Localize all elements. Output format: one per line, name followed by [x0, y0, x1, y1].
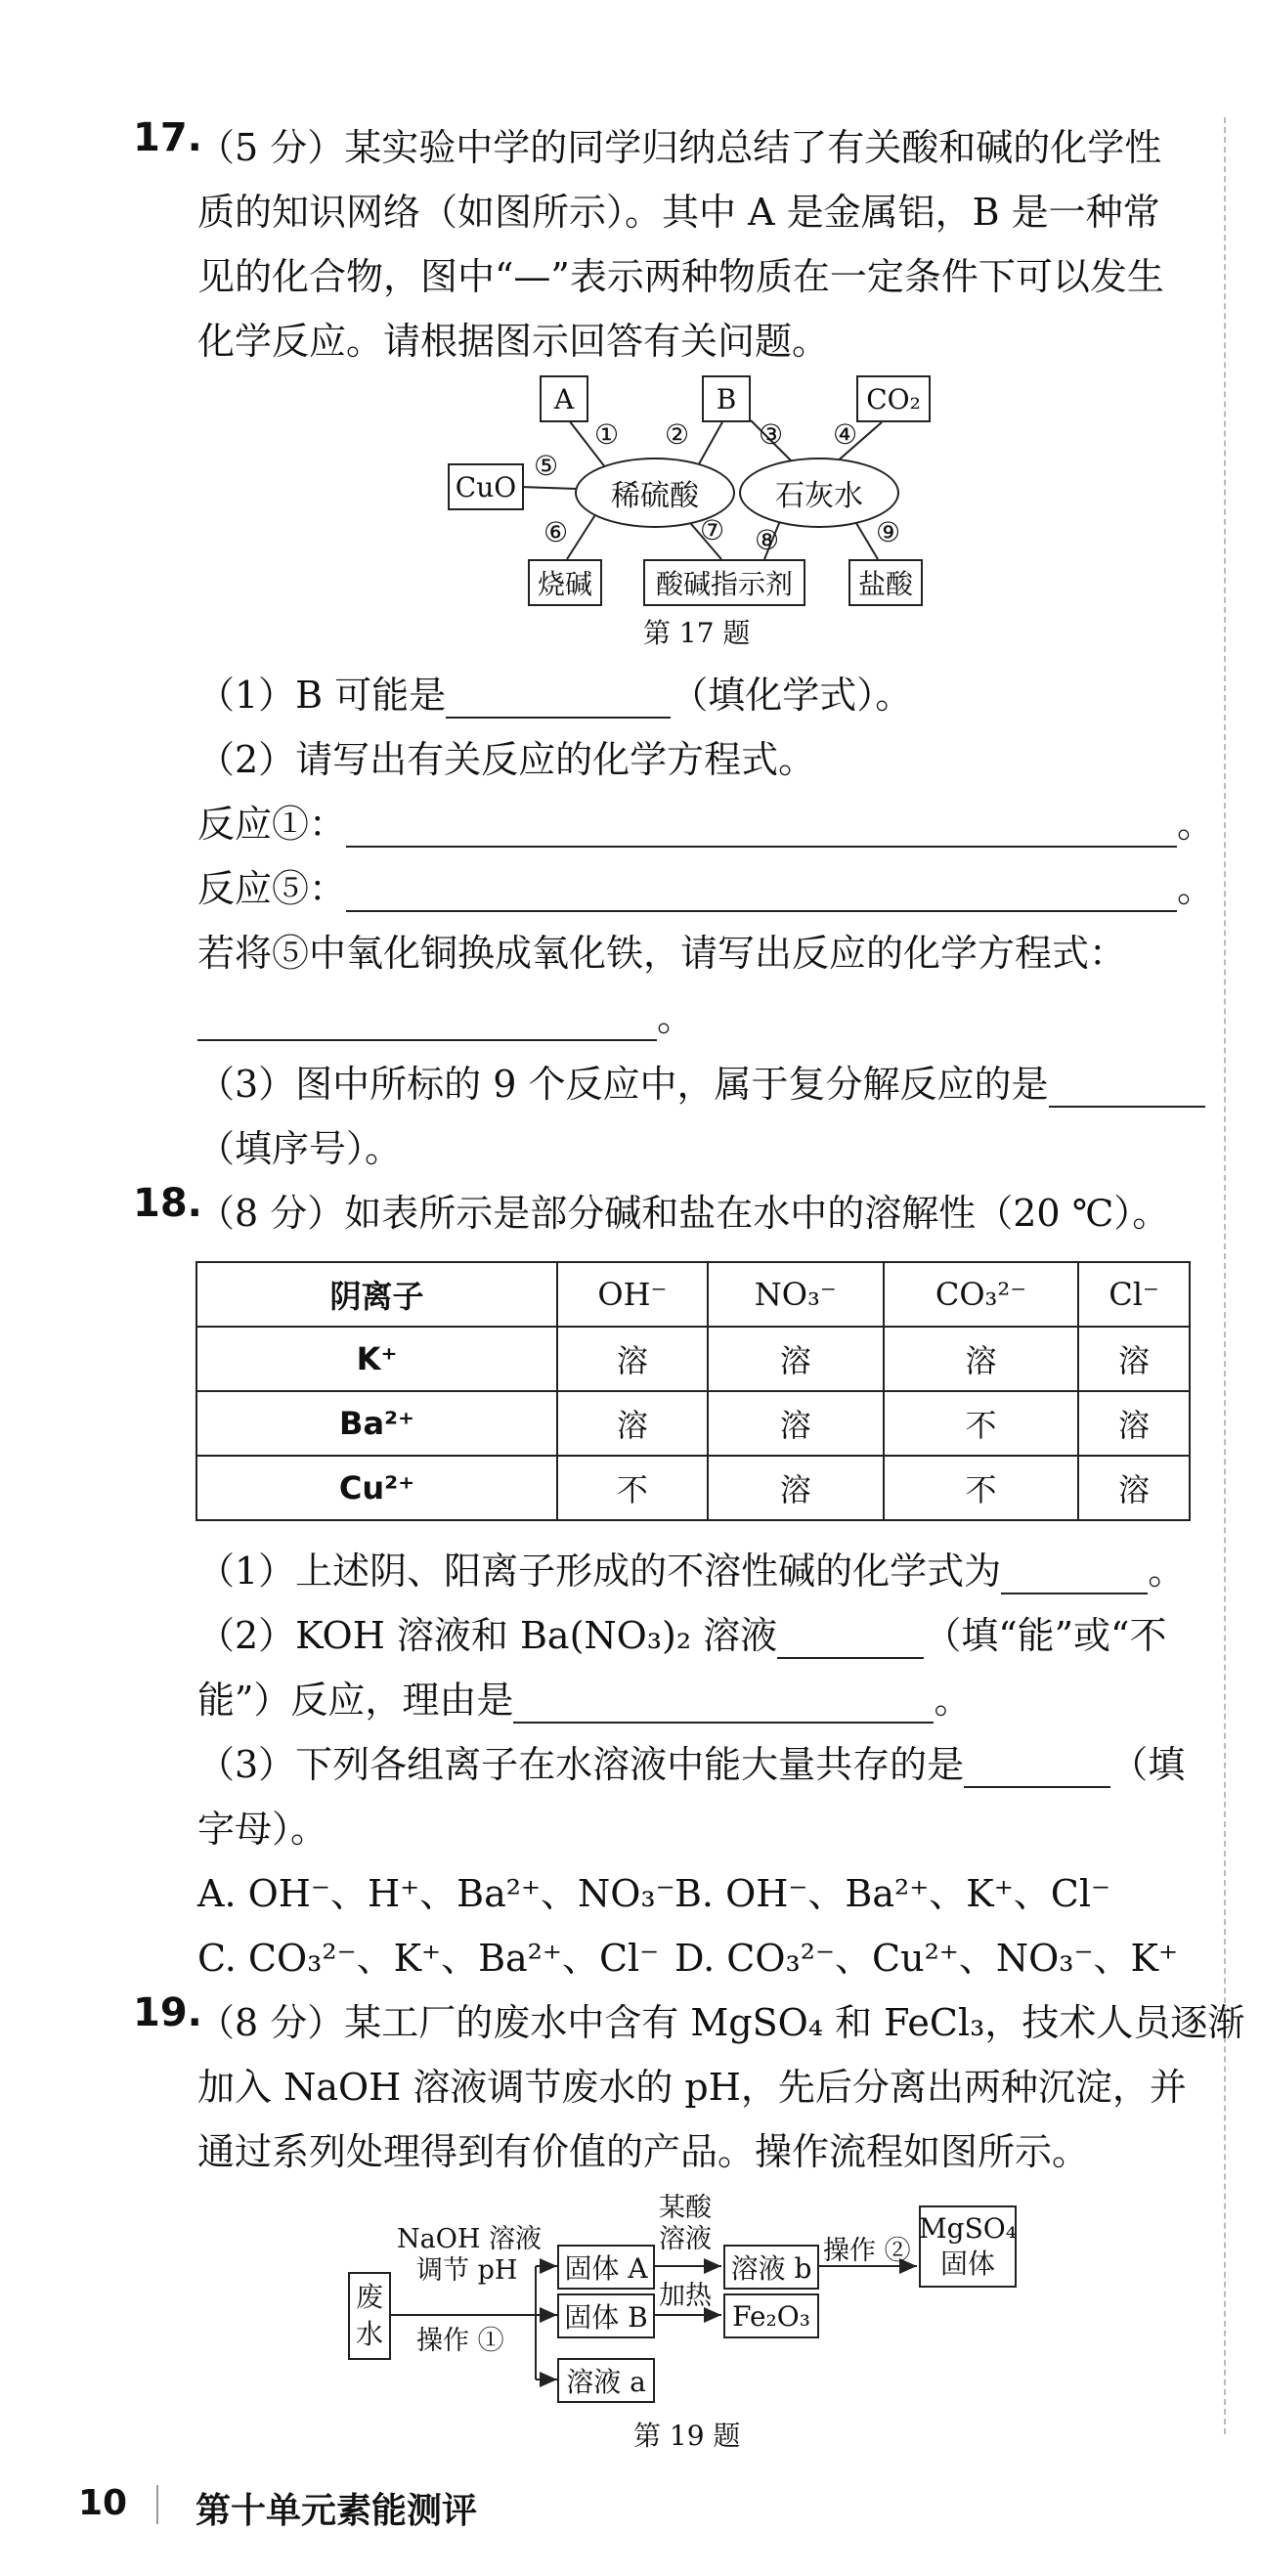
- footer-separator: [156, 2485, 158, 2524]
- q19-line-1: （8 分）某工厂的废水中含有 MgSO₄ 和 FeCl₃，技术人员逐渐: [197, 2001, 1245, 2044]
- q17-box-indicator: 酸碱指示剂: [643, 559, 805, 606]
- q17-reaction5-period: 。: [1177, 867, 1215, 910]
- q19-line-2: 加入 NaOH 溶液调节废水的 pH，先后分离出两种沉淀，并: [197, 2066, 1187, 2109]
- q17-num-2: ②: [665, 418, 690, 451]
- q19-mgso4-1: MgSO₄: [919, 2212, 1017, 2245]
- q19-box-fe2o3: Fe₂O₃: [723, 2293, 819, 2338]
- q19-label-op1: 操作 ①: [416, 2326, 504, 2356]
- q18-part2c-text: 能”）反应，理由是: [197, 1679, 514, 1722]
- q17-line-4: 化学反应。请根据图示回答有关问题。: [197, 320, 830, 363]
- q19-label-ph: 调节 pH: [416, 2255, 518, 2286]
- table-header-cell: Cl⁻: [1078, 1262, 1190, 1327]
- q18-part2-text: （2）KOH 溶液和 Ba(NO₃)₂ 溶液: [197, 1614, 778, 1657]
- q19-wastewater-1: 废: [355, 2281, 383, 2313]
- table-header-cell: CO₃²⁻: [884, 1262, 1078, 1327]
- q17-num-1: ①: [594, 418, 620, 451]
- q17-box-cuo: CuO: [448, 463, 524, 510]
- table-header-cell: NO₃⁻: [708, 1262, 884, 1327]
- q17-box-naoh: 烧碱: [528, 559, 602, 606]
- q19-box-solution-a: 溶液 a: [557, 2358, 655, 2403]
- q19-box-solid-b: 固体 B: [557, 2293, 655, 2338]
- table-header-cell: 阴离子: [196, 1262, 557, 1327]
- q19-box-mgso4: [919, 2205, 1017, 2288]
- q19-label-naoh: NaOH 溶液: [397, 2224, 542, 2254]
- table-cell: 溶: [1078, 1391, 1190, 1456]
- q19-mgso4-2: 固体: [939, 2248, 995, 2280]
- table-cell: 溶: [708, 1327, 884, 1391]
- q18-part3c: 字母）。: [197, 1808, 328, 1851]
- table-cell: Cu²⁺: [196, 1456, 557, 1520]
- q19-label-acid-1: 某酸: [659, 2193, 712, 2223]
- q17-part1-after: （填化学式）。: [671, 674, 913, 717]
- q17-part2b: 若将⑤中氧化铜换成氧化铁，请写出反应的化学方程式：: [197, 932, 1127, 975]
- q17-caption: 第 17 题: [643, 617, 751, 649]
- q17-number: 17.: [133, 115, 202, 160]
- q17-num-6: ⑥: [544, 516, 569, 548]
- q18-line: （8 分）如表所示是部分碱和盐在水中的溶解性（20 ℃）。: [197, 1192, 1170, 1235]
- page-number: 10: [78, 2483, 128, 2523]
- q18-number: 18.: [133, 1181, 202, 1226]
- q17-box-co2: CO₂: [856, 375, 931, 422]
- q19-number: 19.: [133, 1990, 202, 2035]
- q18-part2c-period: 。: [934, 1679, 972, 1722]
- q19-box-wastewater: [348, 2272, 391, 2360]
- table-header-cell: OH⁻: [557, 1262, 708, 1327]
- table-cell: 溶: [708, 1391, 884, 1456]
- q17-reaction5-label: 反应⑤：: [197, 867, 347, 910]
- q18-option-a: A. OH⁻、H⁺、Ba²⁺、NO₃⁻: [197, 1872, 675, 1915]
- table-cell: 溶: [557, 1327, 708, 1391]
- q17-num-8: ⑧: [755, 524, 780, 556]
- q17-box-b: B: [702, 375, 751, 422]
- q17-box-a: A: [540, 375, 588, 422]
- q17-box-hcl: 盐酸: [848, 559, 923, 606]
- q17-reaction1-period: 。: [1177, 803, 1215, 846]
- q17-num-5: ⑤: [534, 450, 559, 482]
- q18-option-b: B. OH⁻、Ba²⁺、K⁺、Cl⁻: [674, 1872, 1111, 1915]
- q18-option-c: C. CO₃²⁻、K⁺、Ba²⁺、Cl⁻: [197, 1937, 660, 1980]
- q19-label-acid-2: 溶液: [659, 2224, 712, 2254]
- q17-node-sulfuric-acid: 稀硫酸: [575, 458, 735, 528]
- table-cell: 溶: [557, 1391, 708, 1456]
- table-cell: K⁺: [196, 1327, 557, 1391]
- q17-num-3: ③: [759, 418, 784, 451]
- q17-part3-text: （3）图中所标的 9 个反应中，属于复分解反应的是: [197, 1063, 1049, 1106]
- table-cell: 溶: [1078, 1327, 1190, 1391]
- table-cell: 溶: [884, 1327, 1078, 1391]
- q19-box-solution-b: 溶液 b: [723, 2245, 819, 2290]
- table-cell: 溶: [708, 1456, 884, 1520]
- q17-part2: （2）请写出有关反应的化学方程式。: [197, 738, 816, 781]
- q17-reaction1-label: 反应①：: [197, 803, 347, 846]
- q17-part2b-period: 。: [657, 996, 695, 1039]
- footer-title: 第十单元素能测评: [196, 2491, 478, 2531]
- table-cell: Ba²⁺: [196, 1391, 557, 1456]
- q18-part1-period: 。: [1148, 1550, 1186, 1593]
- q18-part1-text: （1）上述阴、阳离子形成的不溶性碱的化学式为: [197, 1550, 1002, 1593]
- q19-caption: 第 19 题: [633, 2420, 741, 2452]
- q19-label-op2: 操作 ②: [823, 2236, 911, 2266]
- q18-part3-hint: （填: [1110, 1743, 1186, 1786]
- table-cell: 溶: [1078, 1456, 1190, 1520]
- q18-part2-hint: （填“能”或“不: [924, 1614, 1167, 1657]
- q17-part1-text: （1）B 可能是: [197, 674, 447, 717]
- q18-part3-text: （3）下列各组离子在水溶液中能大量共存的是: [197, 1743, 965, 1786]
- q17-num-9: ⑨: [876, 516, 901, 548]
- q17-line-2: 质的知识网络（如图所示）。其中 A 是金属铝，B 是一种常: [197, 191, 1160, 234]
- q17-part3b: （填序号）。: [197, 1127, 403, 1170]
- table-cell: 不: [884, 1456, 1078, 1520]
- q17-line-1: （5 分）某实验中学的同学归纳总结了有关酸和碱的化学性: [197, 126, 1162, 169]
- q17-node-limewater: 石灰水: [739, 458, 899, 528]
- q19-label-heat: 加热: [659, 2281, 712, 2311]
- q19-line-3: 通过系列处理得到有价值的产品。操作流程如图所示。: [197, 2130, 1090, 2173]
- table-cell: 不: [557, 1456, 708, 1520]
- q19-box-solid-a: 固体 A: [557, 2245, 655, 2290]
- q18-option-d: D. CO₃²⁻、Cu²⁺、NO₃⁻、K⁺: [674, 1937, 1179, 1980]
- q19-wastewater-2: 水: [355, 2318, 383, 2350]
- q17-num-7: ⑦: [700, 514, 725, 546]
- q17-num-4: ④: [833, 418, 858, 451]
- q17-line-3: 见的化合物，图中“—”表示两种物质在一定条件下可以发生: [197, 255, 1164, 298]
- table-cell: 不: [884, 1391, 1078, 1456]
